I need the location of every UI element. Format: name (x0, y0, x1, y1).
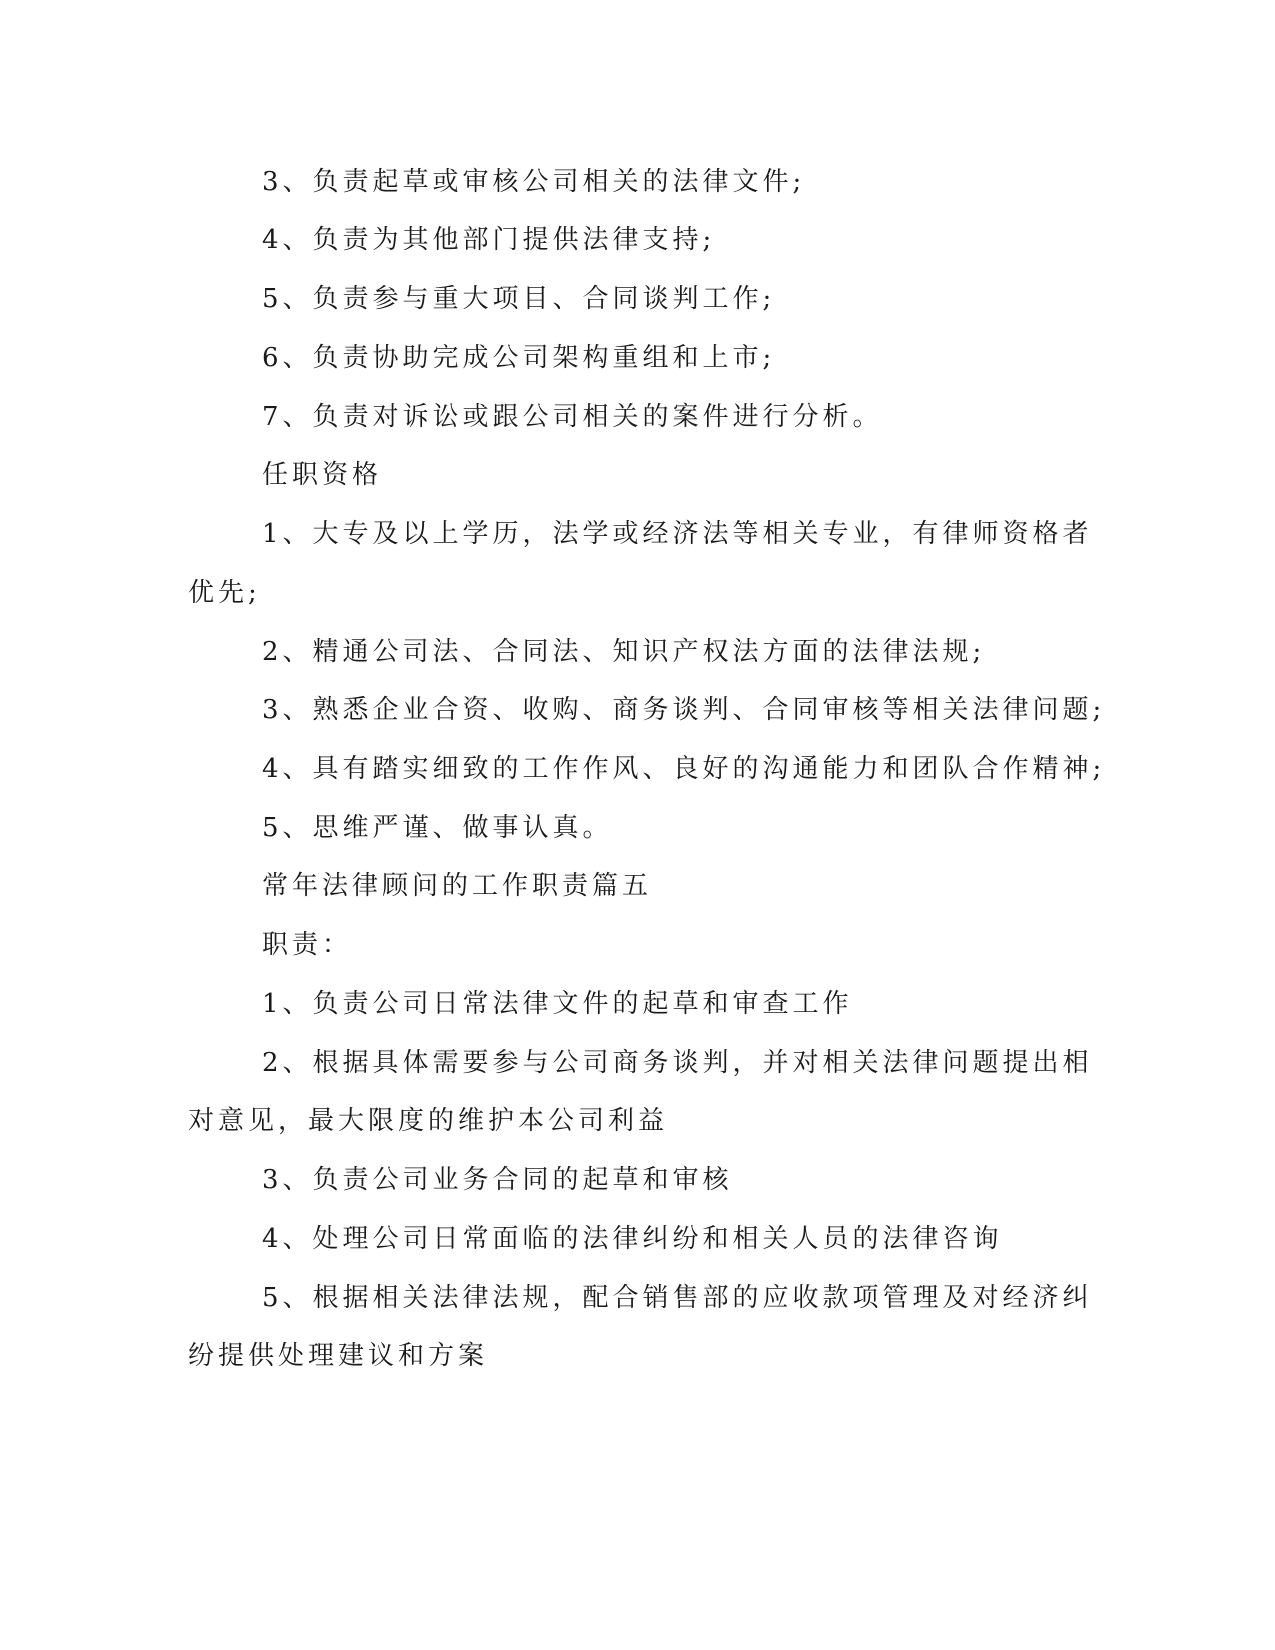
section-heading-qualifications: 任职资格 (262, 460, 383, 490)
paragraph-part5-duty-5: 5、根据相关法律法规，配合销售部的应收款项管理及对经济纠 (262, 1283, 1093, 1313)
paragraph-qualification-2: 2、精通公司法、合同法、知识产权法方面的法律法规; (262, 637, 986, 667)
paragraph-duty-5: 5、负责参与重大项目、合同谈判工作; (262, 284, 776, 314)
paragraph-duty-3: 3、负责起草或审核公司相关的法律文件; (262, 167, 806, 197)
paragraph-duty-7: 7、负责对诉讼或跟公司相关的案件进行分析。 (262, 402, 883, 432)
paragraph-qualification-4: 4、具有踏实细致的工作作风、良好的沟通能力和团队合作精神; (262, 754, 1106, 784)
paragraph-part5-duty-3: 3、负责公司业务合同的起草和审核 (262, 1165, 733, 1195)
paragraph-part5-duty-1: 1、负责公司日常法律文件的起草和审查工作 (262, 989, 853, 1019)
paragraph-qualification-3: 3、熟悉企业合资、收购、商务谈判、合同审核等相关法律问题; (262, 695, 1106, 725)
paragraph-qualification-5: 5、思维严谨、做事认真。 (262, 813, 613, 843)
paragraph-qualification-1: 1、大专及以上学历，法学或经济法等相关专业，有律师资格者 (262, 519, 1093, 549)
section-heading-part-five: 常年法律顾问的工作职责篇五 (262, 871, 653, 901)
paragraph-part5-duty-4: 4、处理公司日常面临的法律纠纷和相关人员的法律咨询 (262, 1224, 1003, 1254)
paragraph-duty-4: 4、负责为其他部门提供法律支持; (262, 225, 716, 255)
paragraph-duty-6: 6、负责协助完成公司架构重组和上市; (262, 343, 776, 373)
paragraph-part5-duty-2-continued: 对意见，最大限度的维护本公司利益 (188, 1106, 669, 1136)
paragraph-part5-duty-5-continued: 纷提供处理建议和方案 (188, 1341, 489, 1371)
section-heading-duties: 职责： (262, 930, 353, 960)
paragraph-qualification-1-continued: 优先; (188, 578, 261, 608)
paragraph-part5-duty-2: 2、根据具体需要参与公司商务谈判，并对相关法律问题提出相 (262, 1048, 1093, 1078)
